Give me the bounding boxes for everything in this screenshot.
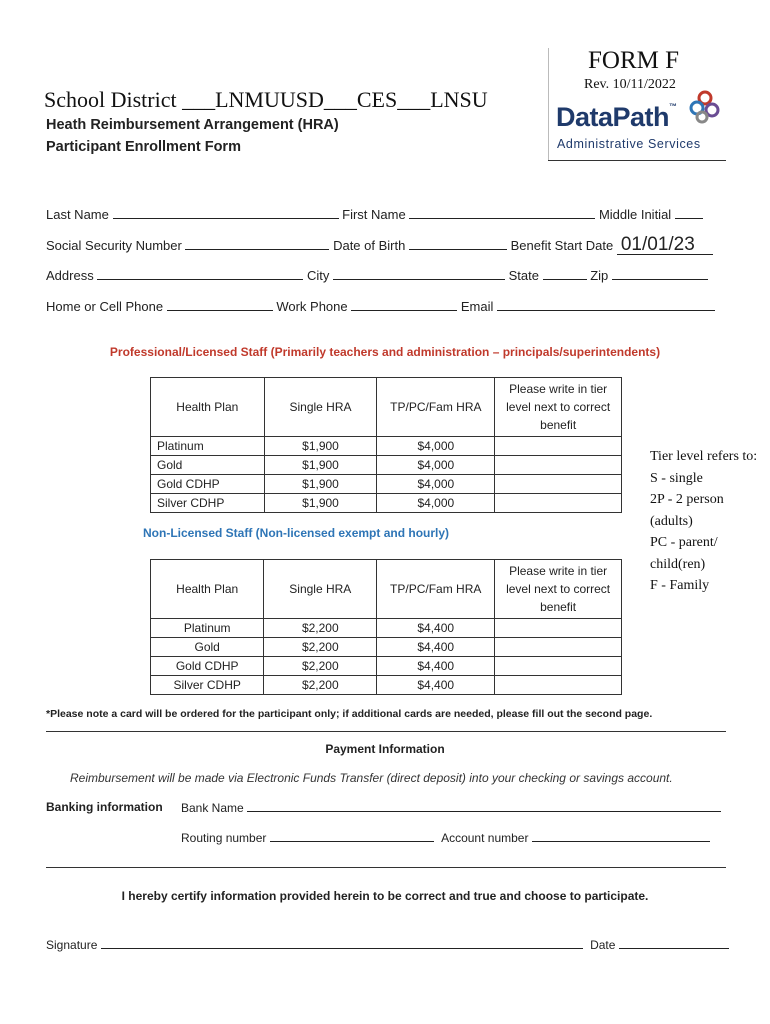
middle-initial-label: Middle Initial xyxy=(598,207,672,222)
col-tier-level: Please write in tier level next to correct benefit xyxy=(495,378,622,437)
revision-date: Rev. 10/11/2022 xyxy=(584,77,676,92)
state-field[interactable] xyxy=(543,266,587,280)
zip-label: Zip xyxy=(590,268,609,283)
plan-name: Platinum xyxy=(151,619,264,638)
tier-legend-line: (adults) xyxy=(650,513,693,529)
tier-legend xyxy=(650,446,757,597)
benefit-start-value: 01/01/23 xyxy=(620,234,695,255)
email-field[interactable] xyxy=(497,297,715,311)
tier-legend-line: 2P - 2 person xyxy=(650,492,724,507)
tier-input[interactable] xyxy=(495,638,622,657)
col-health-plan: Health Plan xyxy=(151,378,265,437)
row-ssn xyxy=(46,235,713,255)
col-health-plan: Health Plan xyxy=(151,560,264,619)
table-row xyxy=(151,475,622,494)
account-label: Account number xyxy=(441,831,529,845)
tier-legend-line: F - Family xyxy=(650,578,710,593)
table-row xyxy=(151,676,622,695)
tier-legend-line: S - single xyxy=(650,470,703,486)
table-row xyxy=(151,437,622,456)
form-subtitle: Participant Enrollment Form xyxy=(46,139,241,155)
table-row xyxy=(151,657,622,676)
plan-name: Gold CDHP xyxy=(151,475,265,494)
tier-input[interactable] xyxy=(495,475,622,494)
tier-input[interactable] xyxy=(495,494,622,513)
signature-field[interactable] xyxy=(101,937,583,949)
family-amount: $4,400 xyxy=(377,657,495,676)
row-name xyxy=(46,205,703,222)
tier-input[interactable] xyxy=(495,619,622,638)
table-row xyxy=(151,638,622,657)
table-row xyxy=(151,456,622,475)
col-tier-level: Please write in tier level next to correct benefit xyxy=(495,560,622,619)
banking-label: Banking information xyxy=(46,800,163,814)
family-amount: $4,400 xyxy=(377,619,495,638)
plan-name: Silver CDHP xyxy=(151,676,264,695)
family-amount: $4,400 xyxy=(377,638,495,657)
payment-heading: Payment Information xyxy=(325,742,445,756)
table-row xyxy=(151,494,622,513)
row-phone xyxy=(46,297,715,314)
first-name-label: First Name xyxy=(342,207,406,222)
divider xyxy=(46,731,726,732)
ssn-label: Social Security Number xyxy=(46,238,182,253)
datapath-logo xyxy=(556,90,726,160)
single-amount: $1,900 xyxy=(264,456,377,475)
licensed-table xyxy=(150,377,622,513)
routing-row xyxy=(181,830,710,845)
family-amount: $4,400 xyxy=(377,676,495,695)
logo-trademark: ™ xyxy=(669,102,677,111)
single-amount: $2,200 xyxy=(264,638,377,657)
home-phone-field[interactable] xyxy=(167,297,273,311)
city-field[interactable] xyxy=(333,266,505,280)
family-amount: $4,000 xyxy=(377,494,495,513)
middle-initial-field[interactable] xyxy=(675,205,703,219)
divider xyxy=(46,867,726,868)
col-single-hra: Single HRA xyxy=(264,560,377,619)
email-label: Email xyxy=(460,299,494,314)
first-name-field[interactable] xyxy=(409,205,595,219)
tier-input[interactable] xyxy=(495,676,622,695)
plan-name: Platinum xyxy=(151,437,265,456)
single-amount: $2,200 xyxy=(264,619,377,638)
routing-label: Routing number xyxy=(181,831,267,845)
routing-field[interactable] xyxy=(270,830,434,842)
city-label: City xyxy=(306,268,330,283)
tier-input[interactable] xyxy=(495,657,622,676)
date-label: Date xyxy=(590,938,616,952)
nonlicensed-heading: Non-Licensed Staff (Non-licensed exempt and hourly) xyxy=(143,526,450,540)
dob-label: Date of Birth xyxy=(333,238,406,253)
signature-row xyxy=(46,937,729,952)
nonlicensed-table xyxy=(150,559,622,695)
col-family-hra: TP/PC/Fam HRA xyxy=(377,378,495,437)
table-row xyxy=(151,619,622,638)
plan-name: Gold xyxy=(151,638,264,657)
single-amount: $2,200 xyxy=(264,676,377,695)
licensed-heading: Professional/Licensed Staff (Primarily teachers and administration – principals/superintendents) xyxy=(109,345,661,359)
tier-legend-line: PC - parent/ xyxy=(650,535,718,550)
signature-label: Signature xyxy=(46,938,98,952)
table-header-row xyxy=(151,378,622,437)
address-field[interactable] xyxy=(97,266,303,280)
bank-name-row xyxy=(181,800,721,815)
last-name-label: Last Name xyxy=(46,207,109,222)
family-amount: $4,000 xyxy=(377,475,495,494)
home-phone-label: Home or Cell Phone xyxy=(46,299,164,314)
dob-field[interactable] xyxy=(409,236,507,250)
card-note: *Please note a card will be ordered for the participant only; if additional cards are needed, please fill out the second page. xyxy=(46,708,653,720)
school-district-line: School District ___LNMUUSD___CES___LNSU xyxy=(44,87,488,112)
benefit-start-label: Benefit Start Date xyxy=(510,238,614,253)
single-amount: $1,900 xyxy=(264,437,377,456)
table-header-row xyxy=(151,560,622,619)
tier-legend-title: Tier level refers to: xyxy=(650,449,758,464)
single-amount: $1,900 xyxy=(264,494,377,513)
plan-name: Gold xyxy=(151,456,265,475)
header-divider xyxy=(548,160,726,161)
account-field[interactable] xyxy=(532,830,710,842)
payment-note: Reimbursement will be made via Electronic Funds Transfer (direct deposit) into your checking or savings account. xyxy=(70,771,673,785)
logo-mark-icon xyxy=(688,90,722,124)
family-amount: $4,000 xyxy=(377,437,495,456)
plan-name: Gold CDHP xyxy=(151,657,264,676)
bank-name-field[interactable] xyxy=(247,800,721,812)
logo-brand xyxy=(556,102,677,133)
header-divider-vertical xyxy=(548,48,549,160)
tier-input[interactable] xyxy=(495,456,622,475)
zip-field[interactable] xyxy=(612,266,708,280)
tier-input[interactable] xyxy=(495,437,622,456)
single-amount: $1,900 xyxy=(264,475,377,494)
form-title: Heath Reimbursement Arrangement (HRA) xyxy=(46,117,339,133)
state-label: State xyxy=(508,268,539,283)
plan-name: Silver CDHP xyxy=(151,494,265,513)
logo-brand-text: DataPath xyxy=(556,102,670,132)
col-single-hra: Single HRA xyxy=(264,378,377,437)
ssn-field[interactable] xyxy=(185,236,329,250)
work-phone-label: Work Phone xyxy=(276,299,348,314)
last-name-field[interactable] xyxy=(113,205,339,219)
address-label: Address xyxy=(46,268,94,283)
benefit-start-field[interactable] xyxy=(617,235,713,255)
form-id: FORM F xyxy=(588,47,680,74)
bank-name-label: Bank Name xyxy=(181,801,244,815)
row-address xyxy=(46,266,708,283)
single-amount: $2,200 xyxy=(264,657,377,676)
logo-subtitle: Administrative Services xyxy=(557,137,701,151)
date-field[interactable] xyxy=(619,937,729,949)
work-phone-field[interactable] xyxy=(351,297,457,311)
tier-legend-line: child(ren) xyxy=(650,556,706,572)
col-family-hra: TP/PC/Fam HRA xyxy=(377,560,495,619)
certify-statement: I hereby certify information provided herein to be correct and true and choose to participate. xyxy=(121,889,649,903)
family-amount: $4,000 xyxy=(377,456,495,475)
